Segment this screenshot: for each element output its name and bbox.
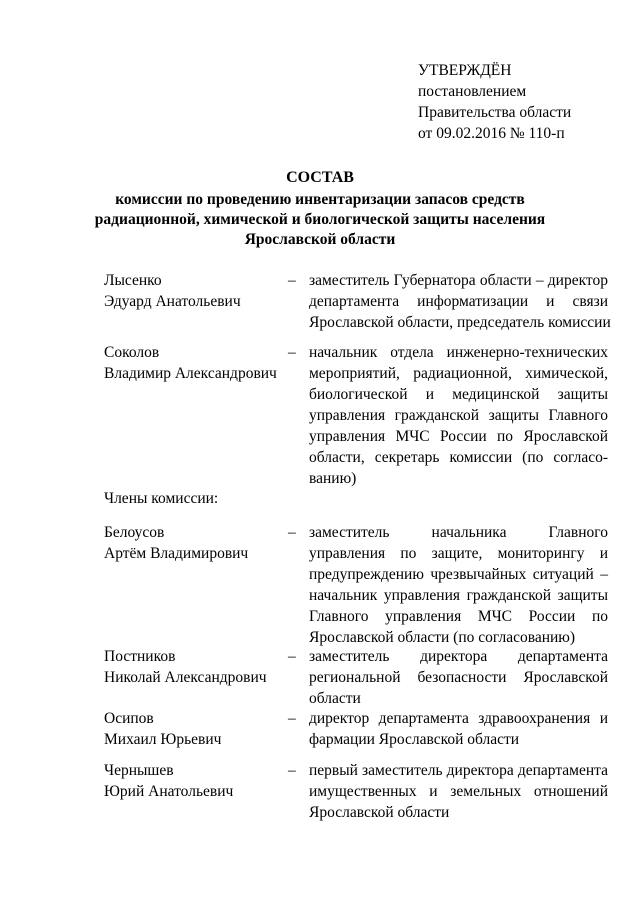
member-given-name: Михаил Юрьевич [104,731,222,748]
member-given-name: Юрий Анатольевич [104,783,234,800]
member-surname: Соколов [104,344,160,361]
member-name [104,646,284,688]
member-name [104,760,284,802]
role-line: области, секретарь комиссии (по согласо- [309,449,608,466]
member-role [309,342,608,489]
member-surname: Постников [104,648,176,665]
role-line: Ярославской области, председатель комиссии [309,314,611,331]
member-name [104,708,284,750]
role-line: региональной безопасности Ярославской [309,669,608,686]
role-line: заместитель директора департамента [309,648,608,665]
members-section-label: Члены комиссии: [104,490,219,507]
member-given-name: Эдуард Анатольевич [104,293,241,310]
role-line: начальник управления гражданской защиты [309,587,608,604]
dash-separator: – [288,344,296,361]
document-heading [60,167,580,250]
role-line: Ярославской области (по согласованию) [309,629,576,646]
role-line: предупреждению чрезвычайных ситуаций – [309,566,608,583]
dash-separator: – [288,272,296,289]
member-given-name: Артём Владимирович [104,545,249,562]
heading-line: радиационной, химической и биологической защиты населения [94,211,546,228]
member-role [309,708,608,750]
role-line: заместитель Губернатора области – директор [309,272,608,289]
dash-separator: – [288,710,296,727]
approval-line: Правительства области [418,104,572,121]
member-given-name: Владимир Александрович [104,365,277,382]
role-line: Главного управления МЧС России по [309,608,608,625]
role-line: управления гражданской защиты Главного [309,407,608,424]
member-given-name: Николай Александрович [104,669,267,686]
role-line: фармации Ярославской области [309,731,520,748]
member-surname: Осипов [104,710,154,727]
member-name [104,342,284,384]
role-line: Ярославской области [309,804,450,821]
member-role [309,760,608,823]
role-line: директор департамента здравоохранения и [309,710,608,727]
role-line: мероприятий, радиационной, химической, [309,365,608,382]
member-role [309,522,608,648]
approval-status: УТВЕРЖДЁН [418,62,512,79]
dash-separator: – [288,524,296,541]
member-surname: Лысенко [104,272,162,289]
role-line: управления по защите, мониторингу и [309,545,608,562]
document-title: СОСТАВ [286,169,354,186]
member-role [309,646,608,709]
member-name [104,270,284,312]
role-line: начальник отдела инженерно-технических [309,344,608,361]
role-line: департамента информатизации и связи [309,293,608,310]
role-line: ванию) [309,470,357,487]
dash-separator: – [288,648,296,665]
heading-line: комиссии по проведению инвентаризации запасов средств [115,191,525,208]
heading-line: Ярославской области [244,231,396,248]
member-surname: Белоусов [104,524,165,541]
member-surname: Чернышев [104,762,174,779]
role-line: заместитель начальника Главного [309,524,608,541]
member-name [104,522,284,564]
member-role [309,270,611,333]
role-line: области [309,690,361,707]
approval-line: постановлением [418,83,527,100]
role-line: первый заместитель директора департамента [309,762,608,779]
dash-separator: – [288,762,296,779]
role-line: биологической и медицинской защиты [309,386,608,403]
role-line: имущественных и земельных отношений [309,783,608,800]
approval-stamp [418,60,618,144]
role-line: управления МЧС России по Ярославской [309,428,608,445]
approval-date: от 09.02.2016 № 110-п [418,125,565,142]
